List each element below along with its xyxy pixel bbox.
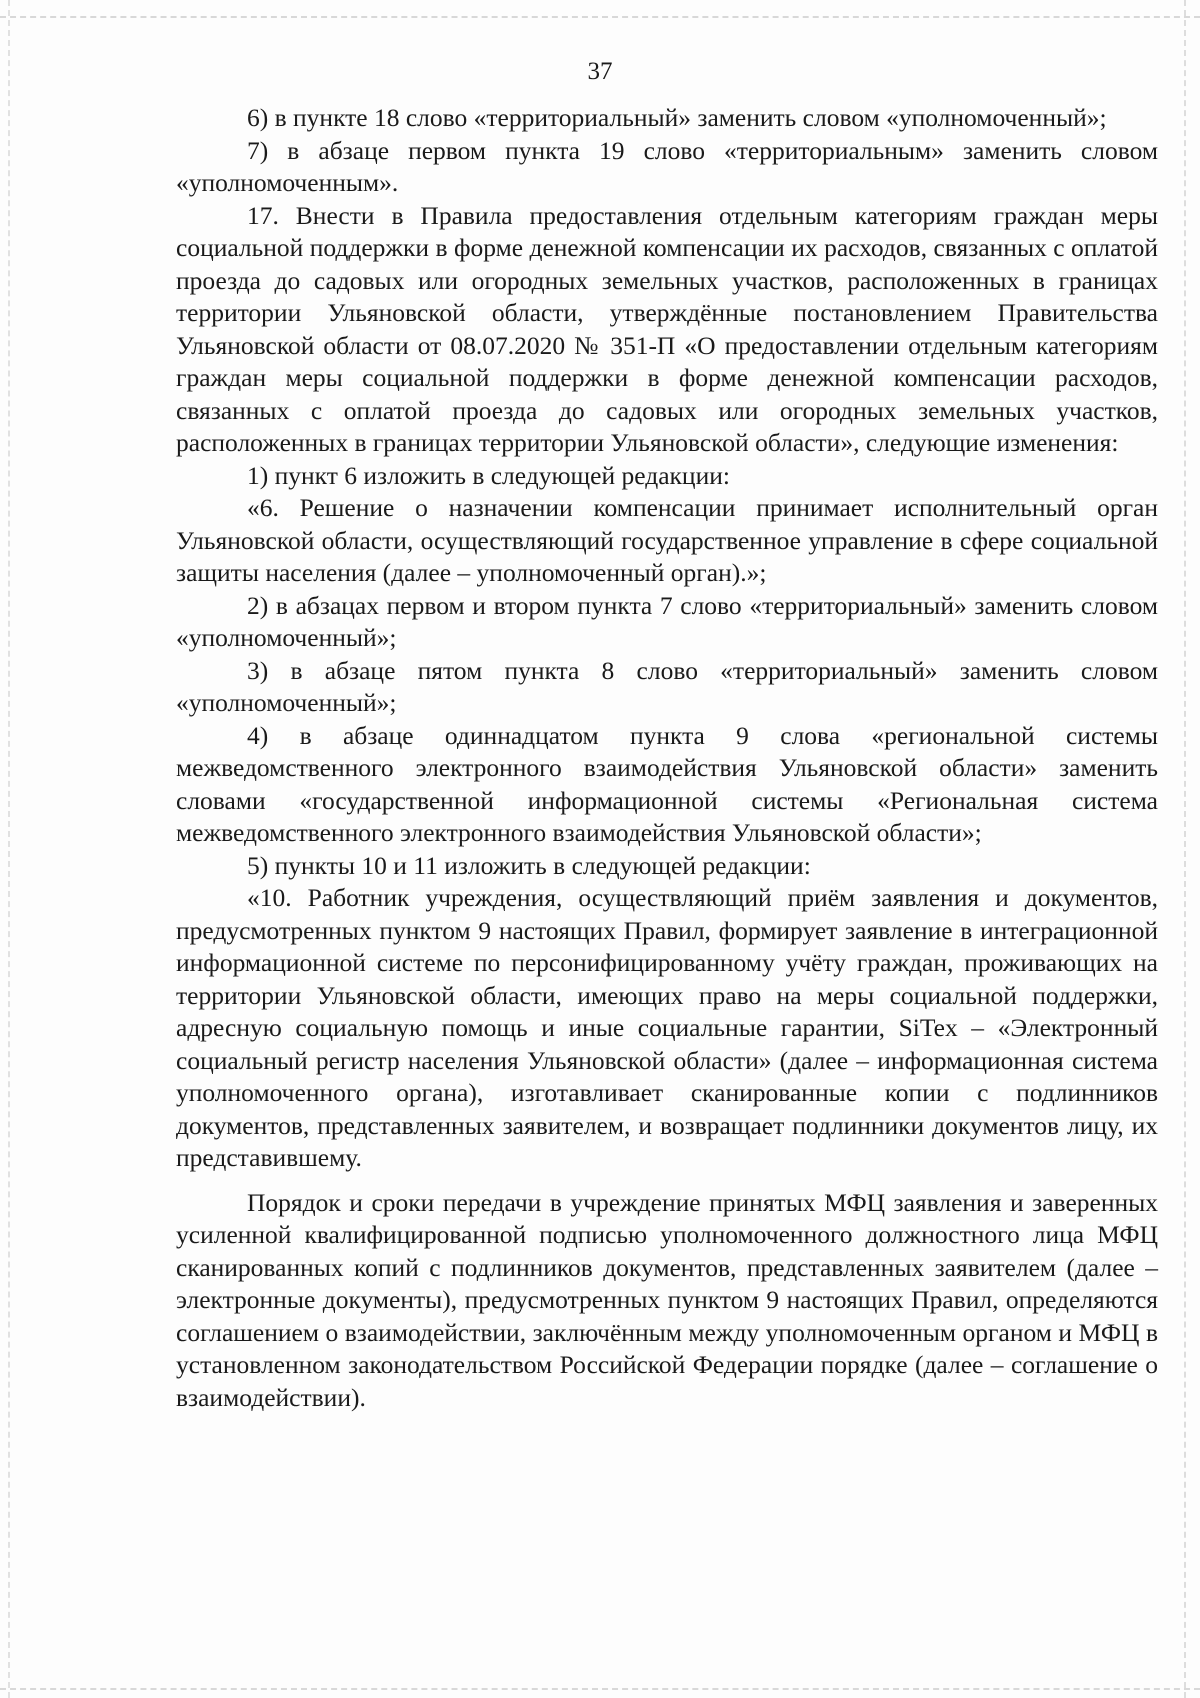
page-number: 37 [587, 58, 613, 85]
scan-edge-top [0, 16, 1200, 18]
paragraph-item-6: 6) в пункте 18 слово «территориальный» заменить словом «уполномоченный»; [247, 103, 1107, 132]
paragraph-subitem-5: 5) пункты 10 и 11 изложить в следующей редакции: [247, 850, 811, 880]
paragraph-quote-point-10: «10. Работник учреждения, осуществляющий приём заявления и документов, предусмотренных пунктом 9 настоящих Правил, формирует заявление в интеграционной информационной системе по персонифицированному учёту граждан, проживающих на территории Ульяновской области, имеющих право на меры социальной поддержки, адресную социальную помощь и иные социальные гарантии, SiTex – «Электронный социальный регистр населения Ульяновской области» (далее – информационная система уполномоченного органа), изготавливает сканированные копии с подлинников документов, представленных заявителем, и возвращает подлинники документов лицу, их представившему. [176, 883, 1158, 1172]
scan-edge-bottom [0, 1688, 1200, 1690]
scan-edge-left [8, 0, 10, 1698]
document-body [176, 102, 1158, 1414]
paragraph-subitem-4: 4) в абзаце одиннадцатом пункта 9 слова «региональной системы межведомственного электронного взаимодействия Ульяновской области» заменить словами «государственной информационной системы «Региональная система межведомственного электронного взаимодействия Ульяновской области»; [176, 720, 1158, 847]
paragraph-subitem-2: 2) в абзацах первом и втором пункта 7 слово «территориальный» заменить словом «уполномоченный»; [176, 590, 1158, 652]
paragraph-section-17: 17. Внести в Правила предоставления отдельным категориям граждан меры социальной поддержки в форме денежной компенсации их расходов, связанных с оплатой проезда до садовых или огородных земельных участков, расположенных в границах территории Ульяновской области, утверждённые постановлением Правительства Ульяновской области от 08.07.2020 № 351-П «О предоставлении отдельным категориям граждан меры социальной поддержки в форме денежной компенсации расходов, связанных с оплатой проезда до садовых или огородных земельных участков, расположенных в границах территории Ульяновской области», следующие изменения: [176, 200, 1158, 457]
scan-edge-right [1184, 0, 1186, 1698]
paragraph-quote-point-6: «6. Решение о назначении компенсации принимает исполнительный орган Ульяновской области, осуществляющий государственное управление в сфере социальной защиты населения (далее – уполномоченный орган).»; [176, 493, 1158, 587]
paragraph-item-7: 7) в абзаце первом пункта 19 слово «территориальным» заменить словом «уполномоченным». [176, 135, 1158, 197]
paragraph-subitem-1: 1) пункт 6 изложить в следующей редакции: [247, 460, 730, 490]
paragraph-subitem-3: 3) в абзаце пятом пункта 8 слово «территориальный» заменить словом «уполномоченный»; [176, 655, 1158, 717]
paragraph-procedure: Порядок и сроки передачи в учреждение принятых МФЦ заявления и заверенных усиленной квалифицированной подписью уполномоченного должностного лица МФЦ сканированных копий с подлинников документов, представленных заявителем (далее – электронные документы), предусмотренных пунктом 9 настоящих Правил, определяются соглашением о взаимодействии, заключённым между уполномоченным органом и МФЦ в установленном законодательством Российской Федерации порядке (далее – соглашение о взаимодействии). [176, 1187, 1158, 1412]
